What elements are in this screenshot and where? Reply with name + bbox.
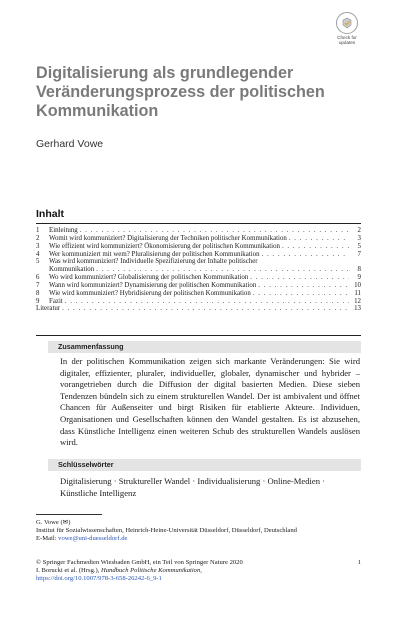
- toc-entry[interactable]: [36, 282, 361, 290]
- toc-entry[interactable]: [36, 227, 361, 235]
- publication-info: [36, 559, 361, 583]
- abstract-text: In der politischen Kommunikation zeigen sich markante Veränderungen: Sie wird digitaler, effizienter, pluraler, individueller, globaler, dynamischer und hybrider – vorangetrieben durch die Diffusion der digital basierten Medien. Diese sieben Tendenzen bündeln sich zu einem strukturellen Wandel. Der ist ambivalent und öffnet Chancen für Außenseiter und birgt Risiken für etablierte Akteure. Individuen, Organisationen und Gesellschaften können den Wandel gestalten. Es ist abzusehen, dass Künstliche Intelligenz einen weiteren Schub des strukturellen Wandels auslösen wird.: [60, 356, 360, 448]
- toc-entry-page: 7: [357, 250, 361, 258]
- toc-entry-title: Wer kommuniziert mit wem? Pluralisierung der politischen Kommunikation: [49, 250, 260, 258]
- toc-entry-page: 2: [357, 227, 361, 234]
- author-footnote: [36, 519, 366, 543]
- citation-line: I. Borucki et al. (Hrsg.), Handbuch Politische Kommunikation,: [36, 567, 202, 574]
- page-number: 1: [357, 559, 361, 566]
- toc-entry-number: 8: [36, 289, 40, 297]
- toc-entry[interactable]: [36, 290, 361, 298]
- toc-bottom-rule: [36, 335, 361, 336]
- toc-entry-title-cont: Kommunikation: [49, 266, 95, 274]
- footnote-institute: Institut für Sozialwissenschaften, Heinrich-Heine-Universität Düsseldorf, Düsseldorf, Deutschland: [36, 527, 297, 534]
- toc-entry-page: 11: [354, 289, 361, 297]
- toc-entry-title: Einleitung: [49, 227, 78, 234]
- toc-entry-number: 1: [36, 227, 40, 234]
- toc-leader-dots: [65, 298, 349, 306]
- toc-leader-dots: [258, 282, 349, 290]
- toc-heading: Inhalt: [36, 208, 64, 220]
- toc-entry-page: 10: [354, 281, 361, 289]
- toc-entry-number: 5: [36, 258, 40, 266]
- toc-entry-title: Was wird kommuniziert? Individuelle Spezifizierung der Inhalte politischer: [49, 258, 258, 266]
- toc-entry-number: 2: [36, 234, 40, 242]
- footnote-author: G. Vowe (✉): [36, 519, 71, 526]
- keywords-heading: Schlüsselwörter: [48, 459, 361, 471]
- toc-leader-dots: [289, 235, 349, 243]
- table-of-contents: [36, 227, 361, 313]
- toc-entry-number: 3: [36, 242, 40, 250]
- author-name: Gerhard Vowe: [36, 138, 104, 150]
- toc-leader-dots: [96, 266, 349, 274]
- toc-entry[interactable]: [36, 258, 361, 266]
- handbook-title: Handbuch Politische Kommunikation: [101, 567, 201, 574]
- email-link[interactable]: vowe@uni-duesseldorf.de: [58, 535, 128, 542]
- toc-entry-number: 4: [36, 250, 40, 258]
- toc-entry-title: Fazit: [49, 297, 63, 305]
- toc-entry-continuation[interactable]: [36, 266, 361, 274]
- email-label: E-Mail:: [36, 535, 57, 542]
- chapter-title: Digitalisierung als grundlegender Veränderungsprozess der politischen Kommunikation: [36, 64, 325, 120]
- toc-entry-number: 9: [36, 297, 40, 305]
- check-for-updates-badge[interactable]: [332, 12, 362, 50]
- toc-entry[interactable]: [36, 298, 361, 306]
- toc-leader-dots: [62, 305, 349, 313]
- toc-top-rule: [36, 223, 361, 224]
- toc-entry-page: 8: [357, 266, 361, 274]
- toc-entry-title: Wie wird kommuniziert? Hybridisierung der politischen Kommunikation: [49, 289, 251, 297]
- copyright-line: © Springer Fachmedien Wiesbaden GmbH, ein Teil von Springer Nature 2020: [36, 559, 243, 566]
- toc-entry[interactable]: [36, 251, 361, 259]
- toc-entry-number: 6: [36, 274, 40, 282]
- toc-entry[interactable]: [36, 274, 361, 282]
- toc-entry-title: Womit wird kommuniziert? Digitalisierung der Techniken politischer Kommunikation: [49, 234, 287, 242]
- toc-entry-title: Wann wird kommuniziert? Dynamisierung der politischen Kommunikation: [49, 281, 257, 289]
- toc-leader-dots: [80, 227, 349, 235]
- toc-leader-dots: [250, 274, 349, 282]
- toc-entry-page: 12: [354, 297, 361, 305]
- doi-link[interactable]: https://doi.org/10.1007/978-3-658-26242-6_9-1: [36, 575, 162, 582]
- check-updates-icon: [336, 12, 358, 34]
- toc-entry-title: Wie effizient wird kommuniziert? Ökonomisierung der politischen Kommunikation: [49, 242, 280, 250]
- toc-entry-title: Wo wird kommuniziert? Globalisierung der politischen Kommunikation: [49, 274, 249, 282]
- toc-entry-page: 5: [357, 242, 361, 250]
- toc-entry-number: 7: [36, 281, 40, 289]
- toc-entry[interactable]: [36, 235, 361, 243]
- toc-entry-title: Literatur: [36, 305, 61, 313]
- keywords-text: Digitalisierung · Struktureller Wandel · Individualisierung · Online-Medien · Künstliche Intelligenz: [60, 476, 326, 498]
- toc-leader-dots: [282, 243, 349, 251]
- toc-entry-page: 9: [357, 274, 361, 282]
- toc-entry[interactable]: [36, 305, 361, 313]
- footnote-email-line: [36, 535, 366, 543]
- toc-leader-dots: [253, 290, 349, 298]
- toc-leader-dots: [262, 251, 349, 259]
- badge-label: Check for updates: [337, 35, 357, 45]
- toc-entry-page: 13: [354, 305, 361, 313]
- toc-entry-page: 3: [357, 234, 361, 242]
- footnote-rule: [36, 514, 102, 515]
- toc-entry[interactable]: [36, 243, 361, 251]
- abstract-heading: Zusammenfassung: [48, 341, 361, 353]
